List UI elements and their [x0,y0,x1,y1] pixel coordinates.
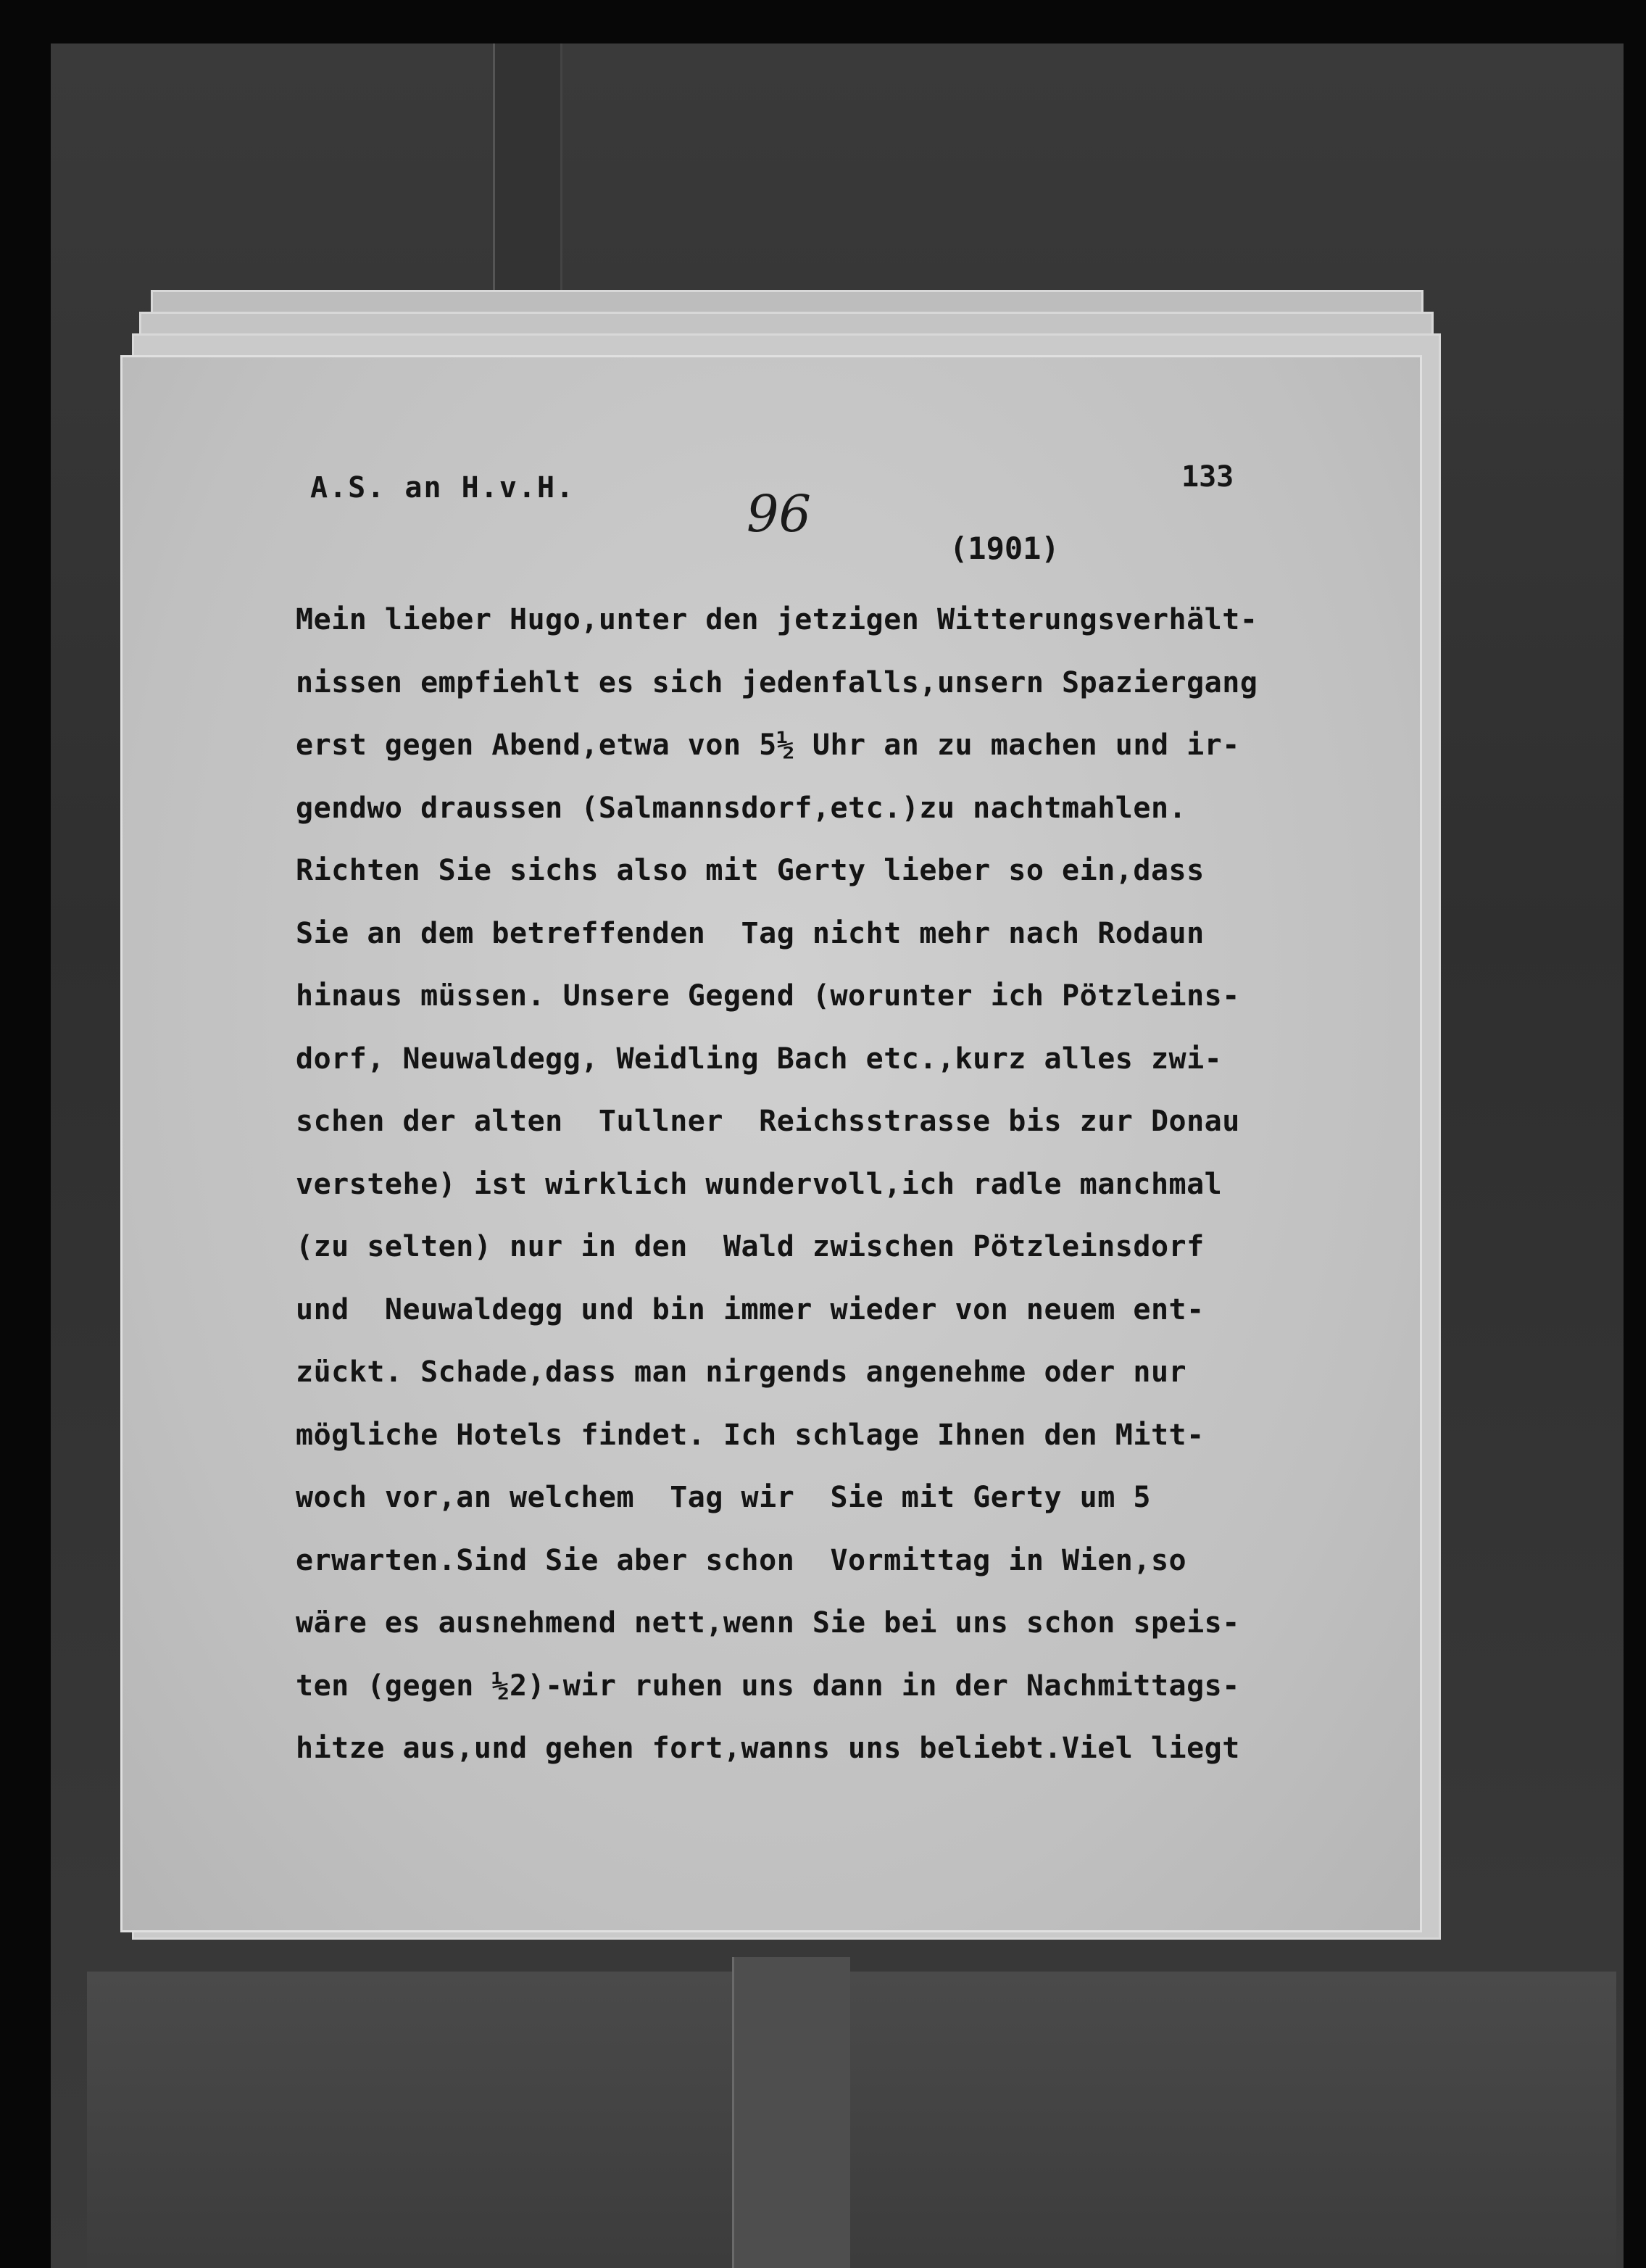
letter-line: gendwo draussen (Salmannsdorf,etc.)zu nachtmahlen. [296,791,1187,825]
letter-line: Sie an dem betreffenden Tag nicht mehr nach Rodaun [296,916,1205,950]
letter-line: zückt. Schade,dass man nirgends angenehme oder nur [296,1355,1187,1389]
letter-line: Richten Sie sichs also mit Gerty lieber so ein,dass [296,854,1205,887]
letter-line: ten (gegen ½2)-wir ruhen uns dann in der Nachmittags- [296,1669,1240,1703]
letter-line: verstehe) ist wirklich wundervoll,ich radle manchmal [296,1167,1223,1201]
letter-line: hitze aus,und gehen fort,wanns uns beliebt.Viel liegt [296,1732,1240,1765]
letter-line: woch vor,an welchem Tag wir Sie mit Gerty um 5 [296,1481,1151,1514]
folder-lower-flap [87,1972,1616,2268]
letter-line: erwarten.Sind Sie aber schon Vormittag in Wien,so [296,1543,1187,1577]
letter-line: schen der alten Tullner Reichsstrasse bis zur Donau [296,1105,1240,1138]
letter-line: Mein lieber Hugo,unter den jetzigen Witterungsverhält- [296,603,1258,636]
letter-line: und Neuwaldegg und bin immer wieder von neuem ent- [296,1292,1205,1326]
letter-line: mögliche Hotels findet. Ich schlage Ihnen den Mitt- [296,1418,1205,1452]
letter-year: (1901) [949,531,1060,566]
letter-line: (zu selten) nur in den Wald zwischen Pötzleinsdorf [296,1230,1205,1263]
page-number: 133 [1181,460,1234,494]
folder-lower-fold [732,1957,850,2268]
letter-line: erst gegen Abend,etwa von 5½ Uhr an zu machen und ir- [296,728,1240,762]
letter-body [296,589,1383,1780]
handwritten-number: 96 [747,484,812,544]
letter-header: A.S. an H.v.H. [310,471,575,504]
letter-line: dorf, Neuwaldegg, Weidling Bach etc.,kurz alles zwi- [296,1042,1223,1076]
letter-line: nissen empfiehlt es sich jedenfalls,unsern Spaziergang [296,665,1258,699]
letter-line: wäre es ausnehmend nett,wenn Sie bei uns schon speis- [296,1606,1240,1640]
letter-line: hinaus müssen. Unsere Gegend (worunter ich Pötzleins- [296,979,1240,1013]
